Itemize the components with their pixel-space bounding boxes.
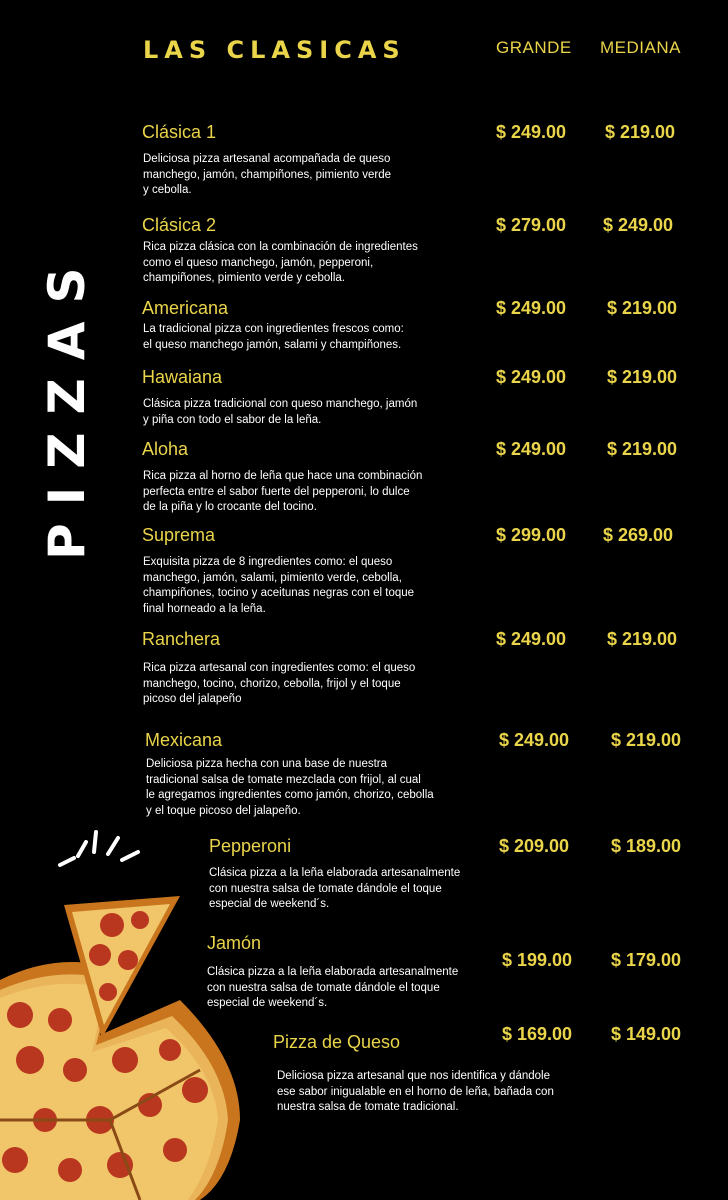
price-mediana: $ 149.00	[611, 1024, 682, 1044]
section-title: LAS CLASICAS	[143, 36, 406, 64]
item-name: Pepperoni	[209, 836, 292, 856]
price-mediana: $ 249.00	[603, 215, 674, 235]
item-name: Americana	[142, 298, 229, 318]
price-mediana: $ 189.00	[611, 836, 682, 856]
price-mediana: $ 179.00	[611, 950, 682, 970]
item-description: Deliciosa pizza hecha con una base de nuestra tradicional salsa de tomate mezclada con frijol, al cual le agregamos ingredientes como jamón, chorizo, cebolla y el toque picoso del jalapeño.	[146, 758, 434, 817]
item-description: Deliciosa pizza artesanal acompañada de queso manchego, jamón, champiñones, pimiento verde y cebolla.	[143, 153, 392, 196]
item-name: Clásica 2	[142, 215, 217, 235]
item-name: Hawaiana	[142, 367, 223, 387]
column-header-mediana: MEDIANA	[600, 38, 681, 57]
item-description: Rica pizza clásica con la combinación de ingredientes como el queso manchego, jamón, pepperoni, champiñones, pimiento verde y cebolla.	[143, 241, 418, 284]
price-mediana: $ 219.00	[607, 298, 678, 318]
item-description: Rica pizza artesanal con ingredientes como: el queso manchego, tocino, chorizo, cebolla, frijol y el toque picoso del jalapeño	[143, 662, 416, 705]
price-grande: $ 209.00	[499, 836, 570, 856]
side-title: PIZZAS	[38, 249, 96, 560]
item-description: La tradicional pizza con ingredientes frescos como: el queso manchego jamón, salami y champiñones.	[143, 323, 404, 351]
price-mediana: $ 219.00	[611, 730, 682, 750]
item-description: Clásica pizza a la leña elaborada artesanalmente con nuestra salsa de tomate dándole el toque especial de weekend´s.	[207, 966, 459, 1009]
price-grande: $ 249.00	[496, 122, 567, 142]
item-name: Pizza de Queso	[273, 1032, 401, 1052]
price-mediana: $ 219.00	[607, 367, 678, 387]
item-name: Aloha	[142, 439, 189, 459]
price-grande: $ 299.00	[496, 525, 567, 545]
price-grande: $ 279.00	[496, 215, 567, 235]
price-grande: $ 249.00	[496, 367, 567, 387]
price-grande: $ 199.00	[502, 950, 573, 970]
item-name: Jamón	[207, 933, 262, 953]
item-description: Exquisita pizza de 8 ingredientes como: el queso manchego, jamón, salami, pimiento verde, cebolla, champiñones, tocino y aceitunas negras con el toque final horneado a la leña.	[143, 556, 415, 615]
sparkle-lines-icon	[60, 832, 138, 865]
price-mediana: $ 219.00	[607, 629, 678, 649]
item-description: Rica pizza al horno de leña que hace una combinación perfecta entre el sabor fuerte del pepperoni, lo dulce de la piña y lo crocante del tocino.	[143, 470, 423, 513]
item-name: Suprema	[142, 525, 216, 545]
item-name: Mexicana	[145, 730, 223, 750]
price-mediana: $ 269.00	[603, 525, 674, 545]
column-header-grande: GRANDE	[496, 38, 572, 57]
item-name: Ranchera	[142, 629, 221, 649]
item-name: Clásica 1	[142, 122, 217, 142]
price-grande: $ 249.00	[499, 730, 570, 750]
item-description: Deliciosa pizza artesanal que nos identifica y dándole ese sabor inigualable en el horno de leña, bañada con nuestra salsa de tomate tradicional.	[277, 1070, 554, 1113]
price-grande: $ 249.00	[496, 439, 567, 459]
price-grande: $ 169.00	[502, 1024, 573, 1044]
price-mediana: $ 219.00	[605, 122, 676, 142]
item-description: Clásica pizza a la leña elaborada artesanalmente con nuestra salsa de tomate dándole el toque especial de weekend´s.	[209, 867, 461, 910]
price-grande: $ 249.00	[496, 298, 567, 318]
price-grande: $ 249.00	[496, 629, 567, 649]
price-mediana: $ 219.00	[607, 439, 678, 459]
item-description: Clásica pizza tradicional con queso manchego, jamón y piña con todo el sabor de la leña.	[143, 398, 418, 426]
